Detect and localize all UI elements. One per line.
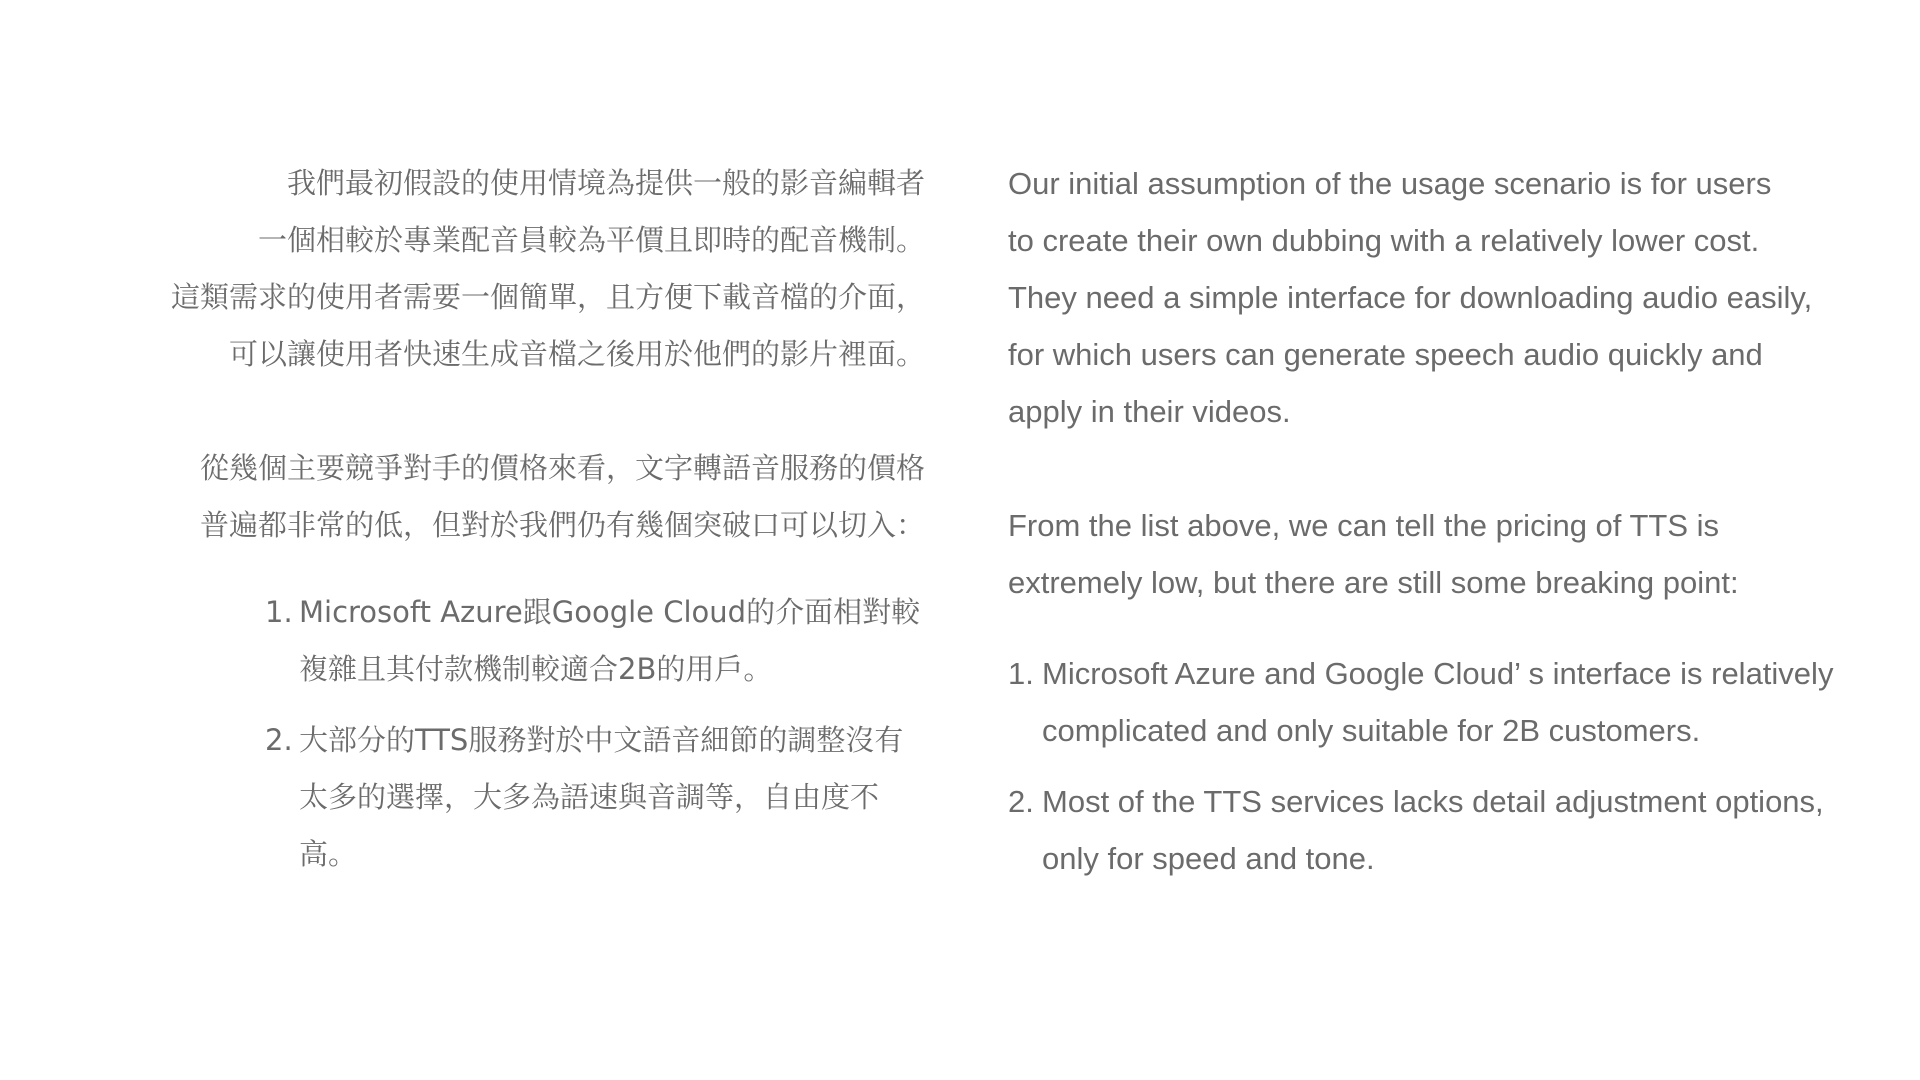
zh-line: 一個相較於專業配音員較為平價且即時的配音機制。 bbox=[257, 223, 925, 257]
list-item-text: Most of the TTS services lacks detail adjustment options, bbox=[1042, 784, 1824, 819]
list-number: 2. bbox=[265, 723, 293, 757]
list-number: 1. bbox=[1008, 656, 1034, 691]
zh-line: 可以讓使用者快速生成音檔之後用於他們的影片裡面。 bbox=[228, 337, 925, 371]
en-line: to create their own dubbing with a relatively lower cost. bbox=[1008, 223, 1760, 258]
en-paragraph-pricing bbox=[1008, 497, 1868, 611]
en-breakpoint-list bbox=[1008, 645, 1868, 887]
list-item-text: complicated and only suitable for 2B customers. bbox=[1042, 713, 1701, 748]
list-item bbox=[1008, 773, 1868, 887]
en-line: They need a simple interface for downloading audio easily, bbox=[1008, 280, 1813, 315]
zh-paragraph-pricing bbox=[130, 440, 925, 554]
list-item-text: 太多的選擇，大多為語速與音調等，自由度不高。 bbox=[299, 780, 880, 871]
list-item-text: 大部分的TTS服務對於中文語音細節的調整沒有 bbox=[299, 723, 904, 757]
list-item-text: Microsoft Azure and Google Cloud’ s interface is relatively bbox=[1042, 656, 1834, 691]
list-number: 2. bbox=[1008, 784, 1034, 819]
en-paragraph-intro bbox=[1008, 155, 1868, 440]
list-number: 1. bbox=[265, 595, 293, 629]
zh-paragraph-intro bbox=[130, 155, 925, 383]
en-line: Our initial assumption of the usage scenario is for users bbox=[1008, 166, 1772, 201]
en-line: From the list above, we can tell the pricing of TTS is bbox=[1008, 508, 1720, 543]
zh-line: 我們最初假設的使用情境為提供一般的影音編輯者 bbox=[286, 166, 925, 200]
zh-line: 從幾個主要競爭對手的價格來看，文字轉語音服務的價格 bbox=[199, 451, 925, 485]
list-item bbox=[265, 712, 925, 883]
list-item-text: Microsoft Azure跟Google Cloud的介面相對較 bbox=[299, 595, 921, 629]
list-item bbox=[265, 584, 925, 698]
en-line: apply in their videos. bbox=[1008, 394, 1291, 429]
chinese-column bbox=[130, 155, 925, 897]
zh-breakpoint-list bbox=[265, 584, 925, 897]
list-item bbox=[1008, 645, 1868, 759]
en-line: extremely low, but there are still some breaking point: bbox=[1008, 565, 1739, 600]
en-line: for which users can generate speech audio quickly and bbox=[1008, 337, 1763, 372]
list-item-text: only for speed and tone. bbox=[1042, 841, 1375, 876]
zh-line: 這類需求的使用者需要一個簡單，且方便下載音檔的介面， bbox=[170, 280, 925, 314]
english-column bbox=[1008, 155, 1868, 901]
list-item-text: 複雜且其付款機制較適合2B的用戶。 bbox=[299, 652, 773, 686]
zh-line: 普遍都非常的低，但對於我們仍有幾個突破口可以切入： bbox=[199, 508, 925, 542]
